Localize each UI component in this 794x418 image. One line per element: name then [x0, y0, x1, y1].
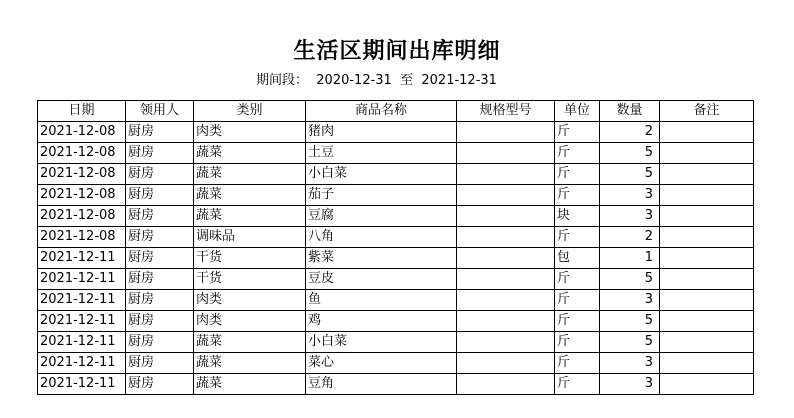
unit-cell: 包: [555, 248, 600, 269]
quantity-cell: 3: [600, 206, 660, 227]
date-cell: 2021-12-11: [38, 290, 126, 311]
category-cell: 干货: [194, 248, 306, 269]
table-row: [38, 374, 754, 395]
spec-cell: [457, 353, 555, 374]
product-name-cell: 小白菜: [306, 332, 457, 353]
period-label: 期间段：: [256, 73, 309, 88]
col-header-remarks: 备注: [660, 101, 754, 122]
unit-cell: 斤: [555, 143, 600, 164]
spec-cell: [457, 164, 555, 185]
quantity-cell: 3: [600, 185, 660, 206]
unit-cell: 斤: [555, 227, 600, 248]
spec-cell: [457, 227, 555, 248]
spec-cell: [457, 206, 555, 227]
remarks-cell: [660, 185, 754, 206]
recipient-cell: 厨房: [126, 164, 194, 185]
date-cell: 2021-12-08: [38, 122, 126, 143]
spec-cell: [457, 374, 555, 395]
spec-cell: [457, 332, 555, 353]
table-row: [38, 206, 754, 227]
recipient-cell: 厨房: [126, 185, 194, 206]
outbound-detail-table: [37, 100, 754, 395]
recipient-cell: 厨房: [126, 290, 194, 311]
unit-cell: 斤: [555, 122, 600, 143]
recipient-cell: 厨房: [126, 269, 194, 290]
product-name-cell: 土豆: [306, 143, 457, 164]
table-body: [38, 122, 754, 395]
quantity-cell: 5: [600, 164, 660, 185]
unit-cell: 斤: [555, 311, 600, 332]
col-header-quantity: 数量: [600, 101, 660, 122]
category-cell: 肉类: [194, 311, 306, 332]
category-cell: 蔬菜: [194, 353, 306, 374]
table-row: [38, 185, 754, 206]
spec-cell: [457, 290, 555, 311]
table-row: [38, 311, 754, 332]
product-name-cell: 茄子: [306, 185, 457, 206]
remarks-cell: [660, 269, 754, 290]
product-name-cell: 猪肉: [306, 122, 457, 143]
category-cell: 蔬菜: [194, 206, 306, 227]
table-row: [38, 269, 754, 290]
quantity-cell: 5: [600, 311, 660, 332]
unit-cell: 斤: [555, 332, 600, 353]
spec-cell: [457, 122, 555, 143]
product-name-cell: 豆腐: [306, 206, 457, 227]
table-row: [38, 290, 754, 311]
date-cell: 2021-12-08: [38, 206, 126, 227]
recipient-cell: 厨房: [126, 122, 194, 143]
col-header-category: 类别: [194, 101, 306, 122]
table-row: [38, 248, 754, 269]
date-cell: 2021-12-11: [38, 248, 126, 269]
quantity-cell: 3: [600, 290, 660, 311]
product-name-cell: 豆角: [306, 374, 457, 395]
quantity-cell: 5: [600, 143, 660, 164]
header-row: [38, 101, 754, 122]
table-row: [38, 227, 754, 248]
product-name-cell: 菜心: [306, 353, 457, 374]
period-start: 2020-12-31: [316, 73, 392, 88]
spec-cell: [457, 185, 555, 206]
category-cell: 干货: [194, 269, 306, 290]
recipient-cell: 厨房: [126, 311, 194, 332]
date-cell: 2021-12-11: [38, 353, 126, 374]
product-name-cell: 小白菜: [306, 164, 457, 185]
product-name-cell: 八角: [306, 227, 457, 248]
quantity-cell: 1: [600, 248, 660, 269]
recipient-cell: 厨房: [126, 248, 194, 269]
col-header-spec: 规格型号: [457, 101, 555, 122]
spec-cell: [457, 248, 555, 269]
table-row: [38, 164, 754, 185]
product-name-cell: 鱼: [306, 290, 457, 311]
unit-cell: 斤: [555, 290, 600, 311]
quantity-cell: 5: [600, 269, 660, 290]
recipient-cell: 厨房: [126, 227, 194, 248]
table-row: [38, 353, 754, 374]
spec-cell: [457, 143, 555, 164]
date-cell: 2021-12-08: [38, 164, 126, 185]
recipient-cell: 厨房: [126, 332, 194, 353]
date-cell: 2021-12-08: [38, 185, 126, 206]
recipient-cell: 厨房: [126, 206, 194, 227]
category-cell: 蔬菜: [194, 332, 306, 353]
period-end: 2021-12-31: [421, 73, 497, 88]
remarks-cell: [660, 374, 754, 395]
unit-cell: 斤: [555, 353, 600, 374]
category-cell: 调味品: [194, 227, 306, 248]
table-row: [38, 122, 754, 143]
period-range: [256, 72, 497, 90]
category-cell: 蔬菜: [194, 164, 306, 185]
remarks-cell: [660, 353, 754, 374]
date-cell: 2021-12-11: [38, 311, 126, 332]
date-cell: 2021-12-11: [38, 374, 126, 395]
quantity-cell: 3: [600, 374, 660, 395]
date-cell: 2021-12-08: [38, 143, 126, 164]
category-cell: 蔬菜: [194, 374, 306, 395]
category-cell: 蔬菜: [194, 185, 306, 206]
period-separator: 至: [400, 73, 414, 88]
product-name-cell: 紫菜: [306, 248, 457, 269]
date-cell: 2021-12-11: [38, 269, 126, 290]
date-cell: 2021-12-08: [38, 227, 126, 248]
remarks-cell: [660, 122, 754, 143]
remarks-cell: [660, 143, 754, 164]
unit-cell: 斤: [555, 269, 600, 290]
unit-cell: 斤: [555, 164, 600, 185]
remarks-cell: [660, 206, 754, 227]
col-header-date: 日期: [38, 101, 126, 122]
category-cell: 肉类: [194, 122, 306, 143]
quantity-cell: 2: [600, 122, 660, 143]
col-header-recipient: 领用人: [126, 101, 194, 122]
quantity-cell: 5: [600, 332, 660, 353]
col-header-unit: 单位: [555, 101, 600, 122]
spec-cell: [457, 269, 555, 290]
recipient-cell: 厨房: [126, 143, 194, 164]
date-cell: 2021-12-11: [38, 332, 126, 353]
unit-cell: 斤: [555, 185, 600, 206]
remarks-cell: [660, 164, 754, 185]
spec-cell: [457, 311, 555, 332]
category-cell: 肉类: [194, 290, 306, 311]
remarks-cell: [660, 311, 754, 332]
category-cell: 蔬菜: [194, 143, 306, 164]
col-header-product-name: 商品名称: [306, 101, 457, 122]
recipient-cell: 厨房: [126, 353, 194, 374]
quantity-cell: 3: [600, 353, 660, 374]
table-row: [38, 143, 754, 164]
remarks-cell: [660, 248, 754, 269]
table-row: [38, 332, 754, 353]
product-name-cell: 鸡: [306, 311, 457, 332]
remarks-cell: [660, 332, 754, 353]
quantity-cell: 2: [600, 227, 660, 248]
recipient-cell: 厨房: [126, 374, 194, 395]
remarks-cell: [660, 227, 754, 248]
product-name-cell: 豆皮: [306, 269, 457, 290]
report-title: 生活区期间出库明细: [293, 39, 501, 64]
unit-cell: 斤: [555, 374, 600, 395]
remarks-cell: [660, 290, 754, 311]
unit-cell: 块: [555, 206, 600, 227]
